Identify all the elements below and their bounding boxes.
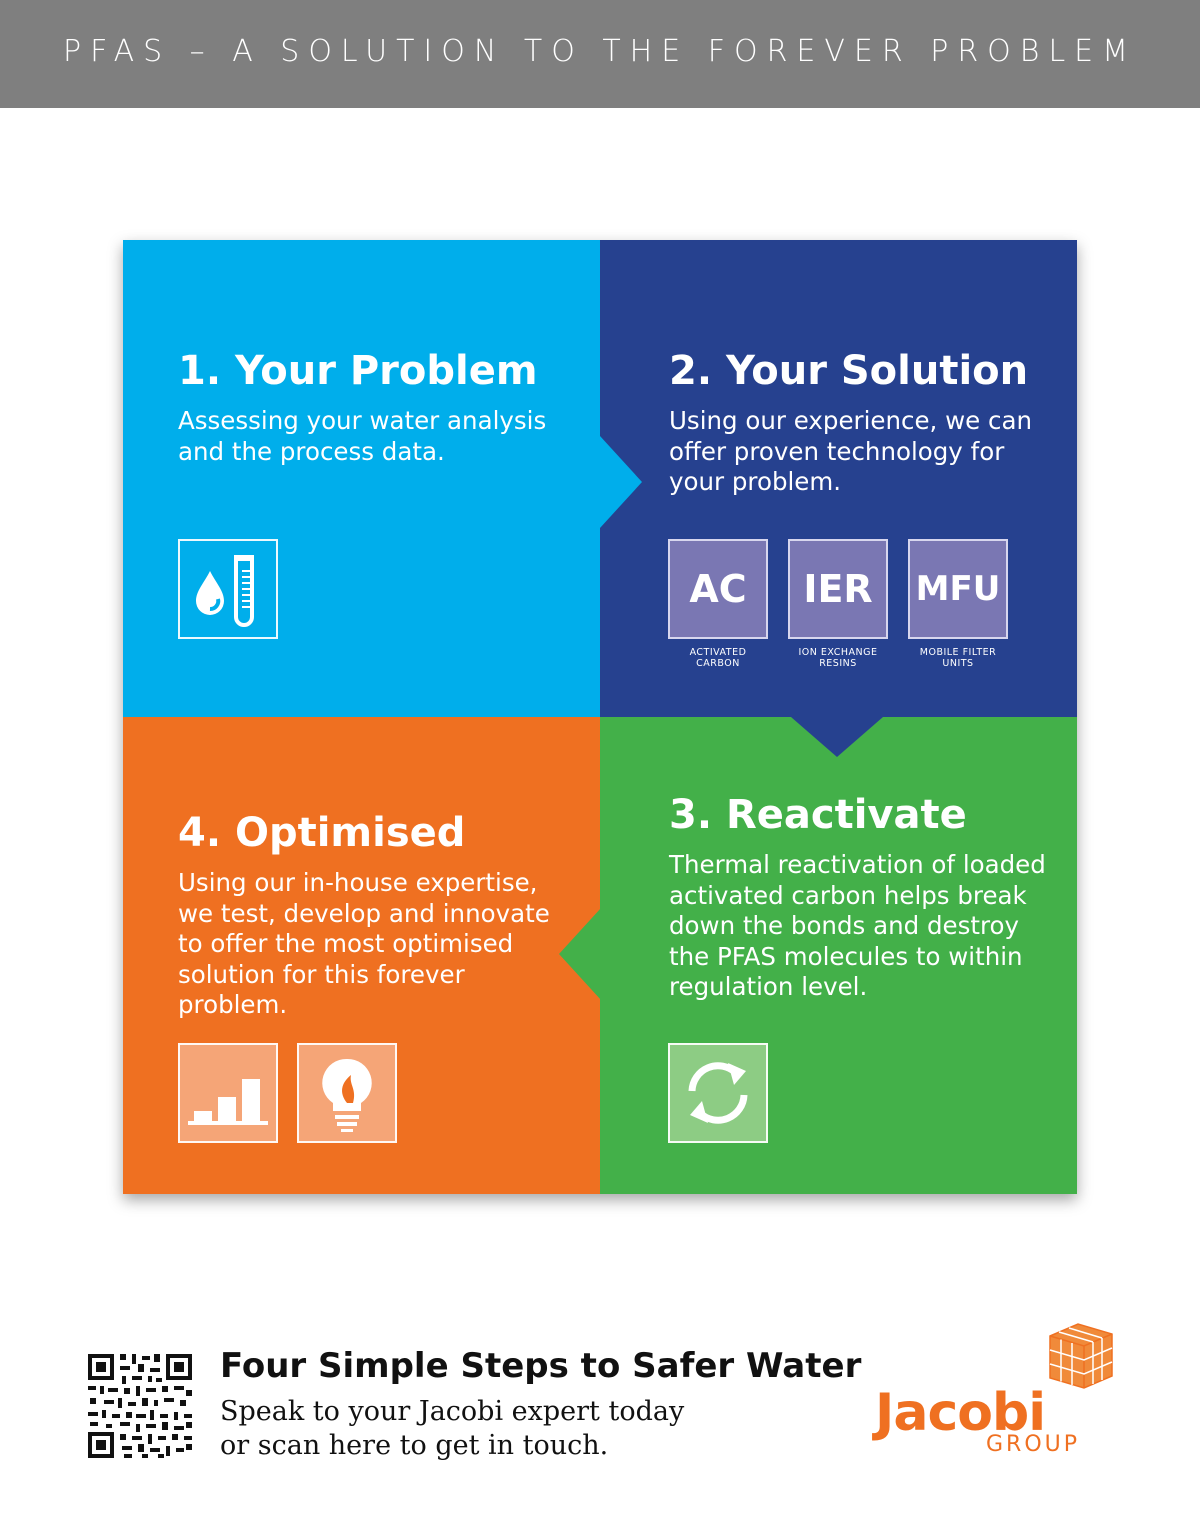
water-drop-icon [196,571,224,615]
caption-line: UNITS [942,658,974,669]
caption-line: RESINS [819,658,857,669]
text-line: down the bonds and destroy [669,911,1019,940]
step-solution-title: 2. Your Solution [669,348,1029,394]
arrow-right-icon [600,436,642,528]
step-problem-text [178,406,546,467]
tech-code: IER [803,567,873,611]
lightbulb-icon [297,1043,397,1143]
caption-line: ACTIVATED [689,647,747,658]
caption-line: ION EXCHANGE [798,647,878,658]
page-title: PFAS – A SOLUTION TO THE FOREVER PROBLEM [62,34,1137,69]
steps-grid [123,240,1077,1194]
tech-ier-badge [788,539,888,639]
footer-title: Four Simple Steps to Safer Water [220,1346,862,1386]
tech-ac-badge [668,539,768,639]
water-analysis-icon [178,539,278,639]
step-reactivate-title: 3. Reactivate [669,792,967,838]
text-line: to offer the most optimised [178,929,514,958]
tech-ac-caption [653,647,783,669]
bar-chart-icon [178,1043,278,1143]
text-line: solution for this forever [178,959,465,989]
tech-ier-caption [773,647,903,669]
text-line: we test, develop and innovate [178,898,550,928]
text-line: offer proven technology for [669,436,1005,466]
step-optimised-title: 4. Optimised [178,810,466,856]
qr-code-icon[interactable] [86,1352,194,1460]
tech-mfu-badge [908,539,1008,639]
text-line: Using our in-house expertise, [178,868,538,897]
step-optimised-text [178,868,550,1021]
step-problem-title: 1. Your Problem [178,348,538,394]
tech-mfu-caption [893,647,1023,669]
arrow-down-icon [791,717,883,757]
arrow-left-icon [559,908,601,1000]
text-line: and the process data. [178,436,445,466]
jacobi-cube-logo-icon [870,1320,1120,1390]
footer-line: Speak to your Jacobi expert today [220,1396,685,1427]
text-line: Thermal reactivation of loaded [669,850,1046,879]
caption-line: MOBILE FILTER [919,647,997,658]
text-line: problem. [178,990,288,1019]
tech-code: MFU [915,569,1001,609]
step-solution-text [669,406,1032,498]
text-line: regulation level. [669,972,868,1001]
text-line: Using our experience, we can [669,406,1033,435]
text-line: Assessing your water analysis [178,406,547,435]
recycle-arrows-icon [668,1043,768,1143]
logo-wordmark: Jacobi [875,1383,1046,1443]
tech-code: AC [689,567,747,611]
text-line: the PFAS molecules to within [669,941,1023,971]
logo-subtitle: GROUP [986,1432,1081,1457]
step-reactivate-text [669,850,1046,1003]
caption-line: CARBON [696,658,740,669]
header-bar [0,0,1200,108]
text-line: activated carbon helps break [669,880,1027,910]
text-line: your problem. [669,467,842,496]
footer-line: or scan here to get in touch. [220,1430,609,1461]
step-problem-panel [123,240,600,717]
